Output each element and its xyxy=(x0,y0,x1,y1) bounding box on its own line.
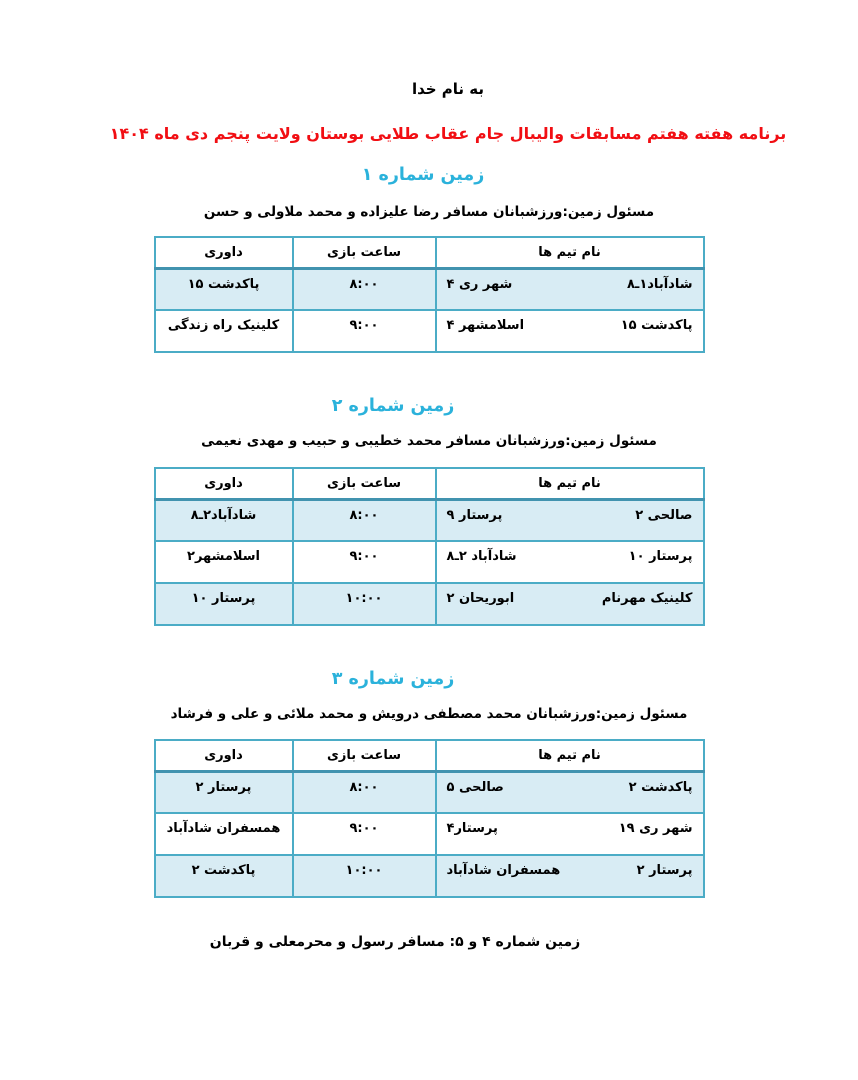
teams-cell xyxy=(436,813,704,855)
referee-column-header: داوری xyxy=(155,468,293,499)
match-time: ۸:۰۰ xyxy=(293,771,436,813)
table-row xyxy=(155,268,704,310)
time-column-header: ساعت بازی xyxy=(293,740,436,771)
tournament-title: برنامه هفته هفتم مسابقات والیبال جام عقاب طلایی بوستان ولایت پنجم دی ماه ۱۴۰۴ xyxy=(109,124,787,143)
teams-column-header: نام تیم ها xyxy=(436,468,704,499)
referee-column-header: داوری xyxy=(155,237,293,268)
team-a: پرستار ۲ xyxy=(636,863,693,878)
team-b: پرستار۴ xyxy=(446,821,498,836)
bismillah-text: به نام خدا xyxy=(411,80,485,98)
table-header-row xyxy=(155,468,704,499)
time-column-header: ساعت بازی xyxy=(293,468,436,499)
team-b: صالحی ۵ xyxy=(446,779,504,795)
teams-column-header: نام تیم ها xyxy=(436,740,704,771)
teams-cell xyxy=(436,771,704,813)
time-column-header: ساعت بازی xyxy=(293,237,436,268)
team-b: همسفران شادآباد xyxy=(446,863,561,878)
teams-cell xyxy=(436,310,704,352)
team-a: پاکدشت ۲ xyxy=(628,779,693,795)
table-row xyxy=(155,583,704,625)
table-row xyxy=(155,499,704,541)
team-a: کلینیک مهرنام xyxy=(601,591,693,606)
team-b: شادآباد ۲ـ۸ xyxy=(446,549,517,564)
referee: کلینیک راه زندگی xyxy=(155,310,293,352)
teams-cell xyxy=(436,855,704,897)
match-time: ۱۰:۰۰ xyxy=(293,583,436,625)
team-b: شهر ری ۴ xyxy=(446,276,513,292)
team-a: شهر ری ۱۹ xyxy=(618,821,693,836)
match-time: ۹:۰۰ xyxy=(293,541,436,583)
table-row xyxy=(155,855,704,897)
field-1-heading: زمین شماره ۱ xyxy=(361,165,485,185)
team-b: اسلامشهر ۴ xyxy=(446,318,525,333)
referee: شادآباد۲ـ۸ xyxy=(155,499,293,541)
teams-cell xyxy=(436,541,704,583)
table-row xyxy=(155,771,704,813)
field-2-schedule-table xyxy=(154,467,705,626)
table-row xyxy=(155,310,704,352)
field-1-manager-line: مسئول زمین:ورزشبانان مسافر رضا علیزاده و محمد ملاولی و حسن xyxy=(203,204,655,220)
referee: پاکدشت ۱۵ xyxy=(155,268,293,310)
field-2-manager-line: مسئول زمین:ورزشبانان مسافر محمد خطیبی و حبیب و مهدی نعیمی xyxy=(201,433,657,449)
teams-column-header: نام تیم ها xyxy=(436,237,704,268)
team-a: پاکدشت ۱۵ xyxy=(620,318,693,333)
match-time: ۱۰:۰۰ xyxy=(293,855,436,897)
field-2-section xyxy=(0,393,858,626)
field-3-schedule-table xyxy=(154,739,705,898)
fields-4-5-note: زمین شماره ۴ و ۵: مسافر رسول و محرمعلی و قربان xyxy=(209,934,581,950)
field-3-manager-line: مسئول زمین:ورزشبانان محمد مصطفی درویش و محمد ملائی و علی و فرشاد xyxy=(170,706,688,722)
team-a: صالحی ۲ xyxy=(635,507,693,523)
match-time: ۹:۰۰ xyxy=(293,813,436,855)
referee: پاکدشت ۲ xyxy=(155,855,293,897)
match-time: ۸:۰۰ xyxy=(293,268,436,310)
table-header-row xyxy=(155,237,704,268)
referee: اسلامشهر۲ xyxy=(155,541,293,583)
field-1-section xyxy=(0,162,858,353)
referee: پرستار ۱۰ xyxy=(155,583,293,625)
team-b: ابوریحان ۲ xyxy=(446,591,515,606)
table-row xyxy=(155,541,704,583)
field-1-schedule-table xyxy=(154,236,705,353)
team-a: پرستار ۱۰ xyxy=(628,549,693,564)
match-time: ۸:۰۰ xyxy=(293,499,436,541)
referee: همسفران شادآباد xyxy=(155,813,293,855)
table-row xyxy=(155,813,704,855)
teams-cell xyxy=(436,268,704,310)
team-b: پرستار ۹ xyxy=(446,507,503,523)
team-a: شادآباد۱ـ۸ xyxy=(626,276,693,292)
teams-cell xyxy=(436,583,704,625)
referee-column-header: داوری xyxy=(155,740,293,771)
field-3-heading: زمین شماره ۳ xyxy=(331,669,455,689)
field-2-heading: زمین شماره ۲ xyxy=(331,396,455,416)
match-time: ۹:۰۰ xyxy=(293,310,436,352)
teams-cell xyxy=(436,499,704,541)
referee: پرستار ۲ xyxy=(155,771,293,813)
table-header-row xyxy=(155,740,704,771)
field-3-section xyxy=(0,666,858,898)
